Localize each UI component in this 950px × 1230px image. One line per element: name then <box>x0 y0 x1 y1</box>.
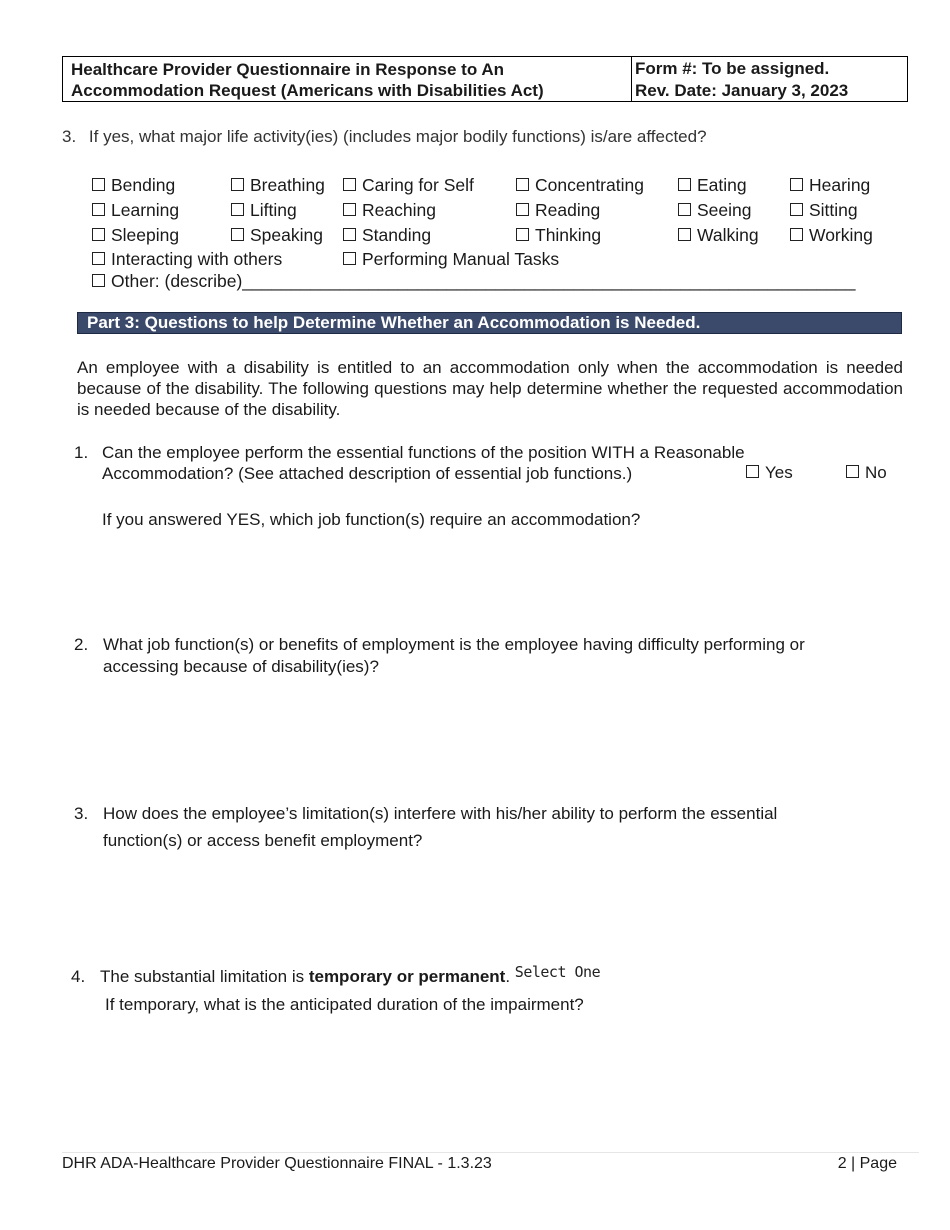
checkbox-icon <box>231 203 244 216</box>
part-3-intro: An employee with a disability is entitled to an accommodation only when the accommodation is needed because of the disability. The following questions may help determine whether the requested accommodation is needed because of the disability. <box>77 358 903 419</box>
question-4-emphasis: temporary or permanent <box>308 967 506 986</box>
question-4-number: 4. <box>71 967 86 986</box>
checkbox-working[interactable] <box>790 225 873 246</box>
checkbox-label: Hearing <box>809 175 871 195</box>
checkbox-label: Standing <box>362 225 432 245</box>
form-title <box>63 57 632 101</box>
question-2-line-1: What job function(s) or benefits of employment is the employee having difficulty performing or <box>103 635 805 654</box>
question-1-line-2: Accommodation? (See attached description of essential job functions.) <box>102 464 633 483</box>
checkbox-label: Thinking <box>535 225 602 245</box>
checkbox-icon <box>790 228 803 241</box>
checkbox-label: No <box>865 463 887 482</box>
question-3-line-1: How does the employee’s limitation(s) interfere with his/her ability to perform the essential <box>103 804 778 823</box>
footer-document-name: DHR ADA-Healthcare Provider Questionnaire FINAL - 1.3.23 <box>62 1155 492 1172</box>
question-3-line-2: function(s) or access benefit employment? <box>103 831 423 850</box>
checkbox-icon <box>343 228 356 241</box>
checkbox-speaking[interactable] <box>231 225 323 246</box>
checkbox-icon <box>516 178 529 191</box>
question-1-line-1: Can the employee perform the essential functions of the position WITH a Reasonable <box>102 443 745 462</box>
checkbox-label: Walking <box>697 225 759 245</box>
checkbox-label: Learning <box>111 200 180 220</box>
checkbox-learning[interactable] <box>92 200 179 221</box>
checkbox-label: Reaching <box>362 200 436 220</box>
checkbox-icon <box>343 203 356 216</box>
footer-page-number: 2 | Page <box>837 1155 897 1172</box>
checkbox-icon <box>678 178 691 191</box>
checkbox-icon <box>790 203 803 216</box>
checkbox-icon <box>746 465 759 478</box>
checkbox-other[interactable] <box>92 271 855 292</box>
checkbox-icon <box>92 178 105 191</box>
checkbox-hearing[interactable] <box>790 175 870 196</box>
checkbox-icon <box>92 203 105 216</box>
form-header-table <box>62 56 908 102</box>
part-3-banner: Part 3: Questions to help Determine Whether an Accommodation is Needed. <box>77 312 902 334</box>
checkbox-reaching[interactable] <box>343 200 436 221</box>
checkbox-sleeping[interactable] <box>92 225 179 246</box>
checkbox-icon <box>846 465 859 478</box>
select-one-dropdown[interactable]: Select One <box>514 963 601 981</box>
checkbox-bending[interactable] <box>92 175 175 196</box>
checkbox-label: Lifting <box>250 200 297 220</box>
checkbox-label: Eating <box>697 175 747 195</box>
question-4-line-1 <box>100 963 601 988</box>
question-number: 3. <box>62 127 77 146</box>
checkbox-caring-for-self[interactable] <box>343 175 474 196</box>
checkbox-icon <box>678 203 691 216</box>
checkbox-label: Sitting <box>809 200 858 220</box>
checkbox-label: Caring for Self <box>362 175 474 195</box>
checkbox-interacting-with-others[interactable] <box>92 249 282 270</box>
question-4-line-2: If temporary, what is the anticipated duration of the impairment? <box>105 995 584 1014</box>
question-2-number: 2. <box>74 635 89 654</box>
revision-date: Rev. Date: January 3, 2023 <box>635 81 849 100</box>
question-1-no-checkbox[interactable] <box>846 463 887 483</box>
checkbox-label: Yes <box>765 463 793 482</box>
checkbox-icon <box>92 274 105 287</box>
checkbox-label: Performing Manual Tasks <box>362 249 560 269</box>
form-meta <box>632 57 907 101</box>
checkbox-sitting[interactable] <box>790 200 858 221</box>
checkbox-icon <box>92 228 105 241</box>
checkbox-icon <box>343 178 356 191</box>
form-number: Form #: To be assigned. <box>635 59 830 78</box>
checkbox-walking[interactable] <box>678 225 759 246</box>
checkbox-performing-manual-tasks[interactable] <box>343 249 559 270</box>
checkbox-label: Bending <box>111 175 176 195</box>
checkbox-label: Reading <box>535 200 601 220</box>
question-text: If yes, what major life activity(ies) (includes major bodily functions) is/are affected? <box>88 127 707 146</box>
checkbox-label: Interacting with others <box>111 249 283 269</box>
checkbox-icon <box>231 178 244 191</box>
checkbox-label: Seeing <box>697 200 752 220</box>
checkbox-label: Speaking <box>250 225 323 245</box>
checkbox-icon <box>516 228 529 241</box>
checkbox-icon <box>343 252 356 265</box>
question-1-yes-checkbox[interactable] <box>746 463 793 483</box>
checkbox-icon <box>678 228 691 241</box>
question-1-number: 1. <box>74 443 89 462</box>
checkbox-eating[interactable] <box>678 175 747 196</box>
checkbox-icon <box>92 252 105 265</box>
checkbox-label: Breathing <box>250 175 325 195</box>
question-4-suffix: . <box>505 967 511 986</box>
question-3-number: 3. <box>74 804 89 823</box>
form-title-line-2: Accommodation Request (Americans with Disabilities Act) <box>71 81 544 100</box>
checkbox-standing[interactable] <box>343 225 431 246</box>
question-4-prefix: The substantial limitation is <box>100 967 309 986</box>
checkbox-label: Concentrating <box>535 175 644 195</box>
checkbox-label: Working <box>809 225 873 245</box>
checkbox-thinking[interactable] <box>516 225 601 246</box>
checkbox-breathing[interactable] <box>231 175 325 196</box>
checkbox-icon <box>790 178 803 191</box>
checkbox-icon <box>231 228 244 241</box>
checkbox-reading[interactable] <box>516 200 600 221</box>
checkbox-lifting[interactable] <box>231 200 297 221</box>
form-title-line-1: Healthcare Provider Questionnaire in Response to An <box>71 60 504 79</box>
checkbox-seeing[interactable] <box>678 200 752 221</box>
checkbox-icon <box>516 203 529 216</box>
footer-divider <box>62 1152 919 1153</box>
question-1-followup: If you answered YES, which job function(s) require an accommodation? <box>102 510 641 529</box>
life-activity-question <box>62 126 707 147</box>
checkbox-other-label[interactable]: Other: (describe)_______________________________________________________________ <box>111 271 856 291</box>
checkbox-label: Sleeping <box>111 225 180 245</box>
checkbox-concentrating[interactable] <box>516 175 644 196</box>
question-2-line-2: accessing because of disability(ies)? <box>103 657 379 676</box>
